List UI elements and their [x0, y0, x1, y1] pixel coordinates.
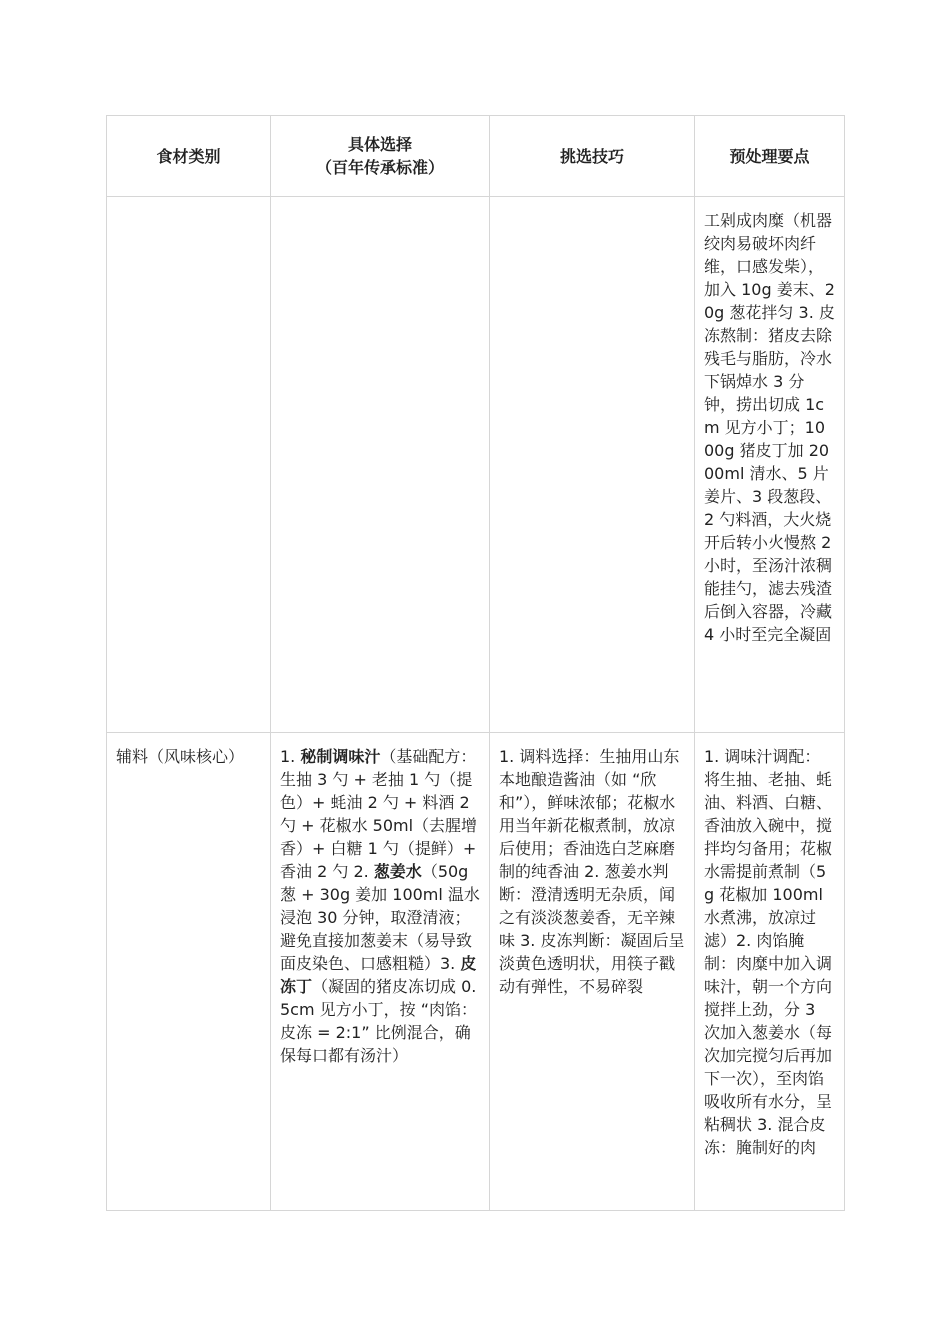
header-selection-line2: （百年传承标准） — [315, 158, 444, 177]
cell-prep: 1. 调味汁调配：将生抽、老抽、蚝油、料酒、白糖、香油放入碗中，搅拌均匀备用；花椒水需提前煮制（5g 花椒加 100ml 水煮沸，放凉过滤）2. 肉馅腌制：肉糜中加入调味汁，朝一个方向搅拌上劲，分 3 次加入葱姜水（每次加完搅匀后再加下一次），至肉馅吸收所有水分，呈粘稠状 3. 混合皮冻：腌制好的肉 — [695, 733, 845, 1211]
header-selection — [271, 116, 490, 197]
selection-text-sauce: （基础配方：生抽 3 勺 + 老抽 1 勺（提色）+ 蚝油 2 勺 + 料酒 2 勺 + 花椒水 50ml（去腥增香）+ 白糖 1 勺（提鲜）+ 香油 2 勺 2. — [280, 747, 478, 881]
table-row — [107, 733, 845, 1211]
selection-term-sauce: 秘制调味汁 — [300, 747, 381, 766]
cell-tips — [490, 197, 695, 733]
cell-category: 辅料（风味核心） — [107, 733, 271, 1211]
selection-text-aspic-cubes: （凝固的猪皮冻切成 0.5cm 见方小丁，按 “肉馅：皮冻 = 2:1” 比例混合，确保每口都有汤汁） — [280, 977, 478, 1065]
selection-term-aspic-cubes: 皮冻丁 — [280, 954, 477, 996]
header-row — [107, 116, 845, 197]
header-tips: 挑选技巧 — [490, 116, 695, 197]
header-category: 食材类别 — [107, 116, 271, 197]
cell-tips: 1. 调料选择：生抽用山东本地酿造酱油（如 “欣和”），鲜味浓郁；花椒水用当年新花椒煮制，放凉后使用；香油选白芝麻磨制的纯香油 2. 葱姜水判断：澄清透明无杂质，闻之有淡淡葱姜香，无辛辣味 3. 皮冻判断：凝固后呈淡黄色透明状，用筷子戳动有弹性，不易碎裂 — [490, 733, 695, 1211]
table-row — [107, 197, 845, 733]
selection-num-1: 1. — [280, 747, 301, 766]
ingredient-table — [106, 115, 845, 1211]
cell-selection — [271, 733, 490, 1211]
header-selection-line1: 具体选择 — [347, 135, 412, 154]
cell-prep: 工剁成肉糜（机器绞肉易破坏肉纤维，口感发柴），加入 10g 姜末、20g 葱花拌匀 3. 皮冻熬制：猪皮去除残毛与脂肪，冷水下锅焯水 3 分钟，捞出切成 1cm 见方小丁；1000g 猪皮丁加 2000ml 清水、5 片姜片、3 段葱段、2 勺料酒，大火烧开后转小火慢熬 2 小时，至汤汁浓稠能挂勺，滤去残渣后倒入容器，冷藏 4 小时至完全凝固 — [695, 197, 845, 733]
selection-text-scallion-ginger-water: （50g 葱 + 30g 姜加 100ml 温水浸泡 30 分钟，取澄清液；避免直接加葱姜末（易导致面皮染色、口感粗糙）3. — [280, 862, 480, 973]
selection-term-scallion-ginger-water: 葱姜水 — [373, 862, 422, 881]
cell-category — [107, 197, 271, 733]
header-prep: 预处理要点 — [695, 116, 845, 197]
cell-selection — [271, 197, 490, 733]
